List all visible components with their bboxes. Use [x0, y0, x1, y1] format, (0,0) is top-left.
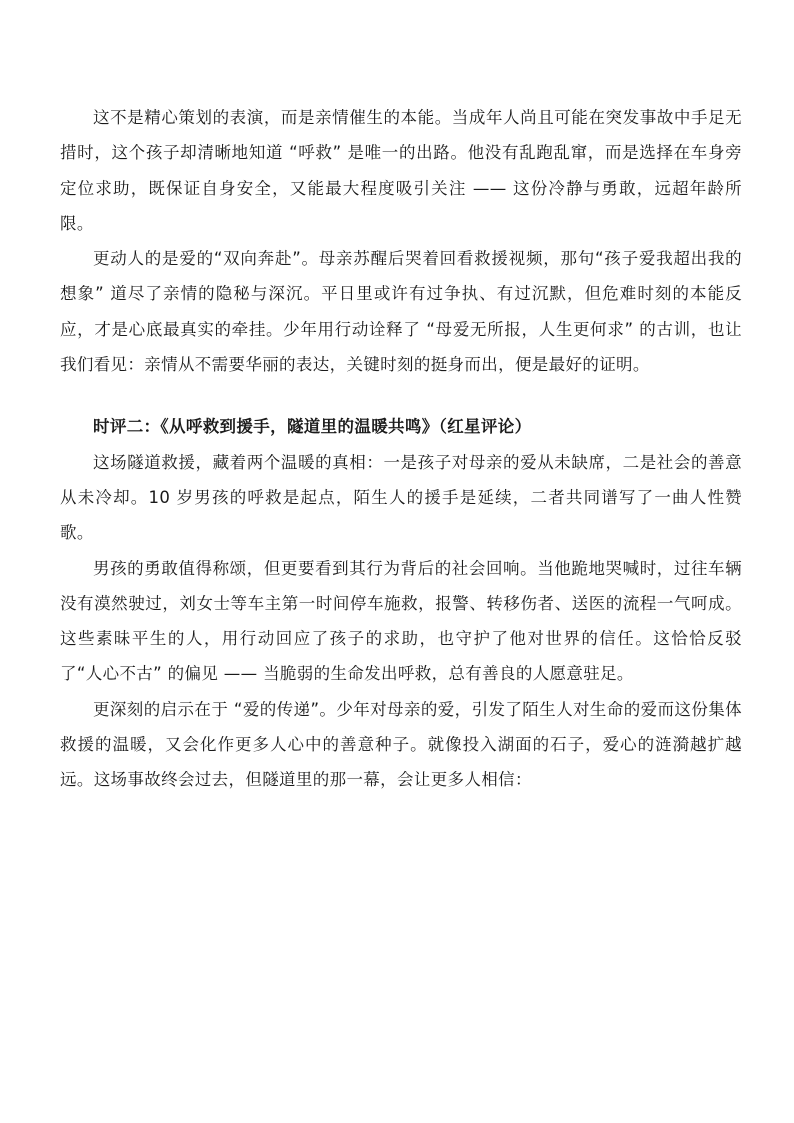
paragraph: 这场隧道救援，藏着两个温暖的真相：一是孩子对母亲的爱从未缺席，二是社会的善意从未冷却。10 岁男孩的呼救是起点，陌生人的援手是延续，二者共同谱写了一曲人性赞歌。: [60, 452, 742, 543]
paragraph: 更动人的是爱的“双向奔赴”。母亲苏醒后哭着回看救援视频，那句“孩子爱我超出我的想象” 道尽了亲情的隐秘与深沉。平日里或许有过争执、有过沉默，但危难时刻的本能反应，才是心底最真实的牵挂。少年用行动诠释了 “母爱无所报，人生更何求” 的古训，也让我们看见：亲情从不需要华丽的表达，关键时刻的挺身而出，便是最好的证明。: [60, 249, 742, 375]
section-heading: 时评二：《从呼救到援手，隧道里的温暖共鸣》（红星评论）: [93, 417, 532, 437]
paragraph: 更深刻的启示在于 “爱的传递”。少年对母亲的爱，引发了陌生人对生命的爱而这份集体救援的温暖，又会化作更多人心中的善意种子。就像投入湖面的石子，爱心的涟漪越扩越远。这场事故终会过去，但隧道里的那一幕，会让更多人相信：: [60, 699, 742, 790]
paragraph: 男孩的勇敢值得称颂，但更要看到其行为背后的社会回响。当他跪地哭喊时，过往车辆没有漠然驶过，刘女士等车主第一时间停车施救，报警、转移伤者、送医的流程一气呵成。这些素昧平生的人，用行动回应了孩子的求助，也守护了他对世界的信任。这恰恰反驳了“人心不古” 的偏见 —— 当脆弱的生命发出呼救，总有善良的人愿意驻足。: [60, 558, 742, 684]
paragraph: 这不是精心策划的表演，而是亲情催生的本能。当成年人尚且可能在突发事故中手足无措时，这个孩子却清晰地知道 “呼救” 是唯一的出路。他没有乱跑乱窜，而是选择在车身旁定位求助，既保证自身安全，又能最大程度吸引关注 —— 这份冷静与勇敢，远超年龄所限。: [60, 108, 742, 233]
document-body: [60, 100, 742, 798]
